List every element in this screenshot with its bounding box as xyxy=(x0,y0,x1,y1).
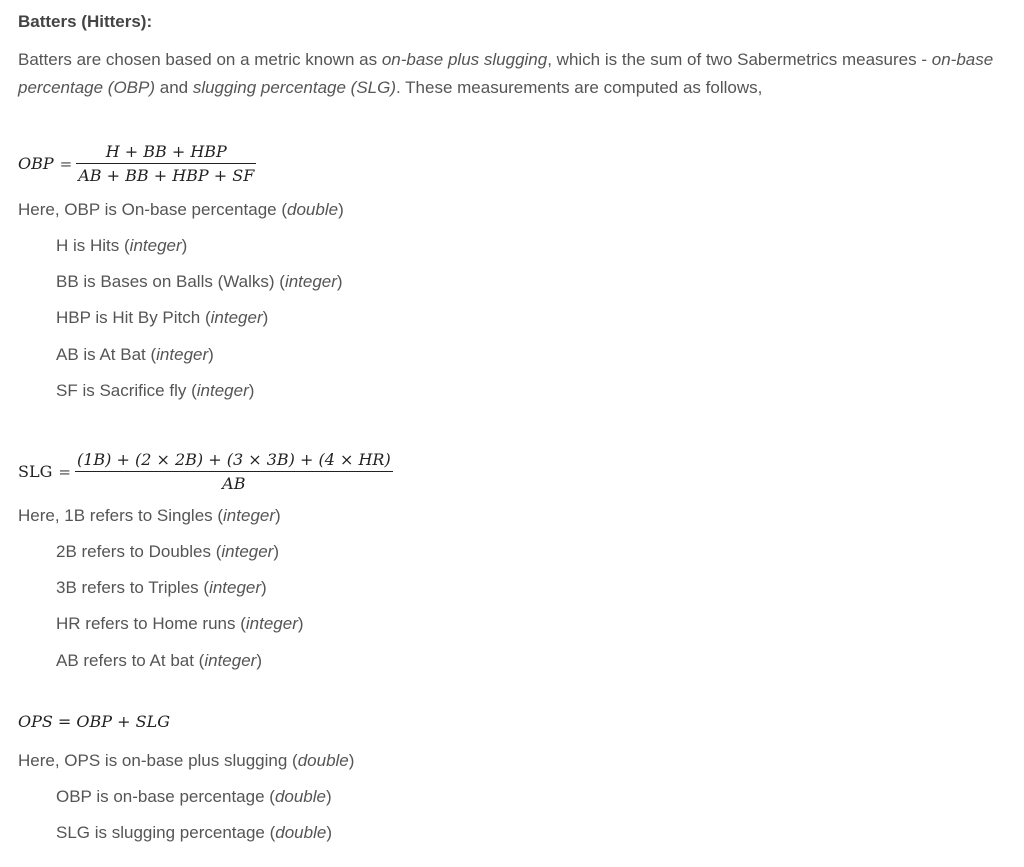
obp-formula-lhs: OBP xyxy=(18,154,54,173)
ops-def-0: Here, OPS is on-base plus slugging (double) xyxy=(18,751,355,770)
obp-def-0: Here, OBP is On-base percentage (double) xyxy=(18,200,344,219)
intro-text-1: Batters are chosen based on a metric known as xyxy=(18,50,382,69)
obp-numerator: H + BB + HBP xyxy=(105,142,227,161)
slg-def-3: HR refers to Home runs (integer) xyxy=(56,614,304,633)
slg-term: slugging percentage (SLG) xyxy=(192,78,397,97)
ops-term: on-base plus slugging xyxy=(381,50,548,69)
slg-def-0: Here, 1B refers to Singles (integer) xyxy=(18,506,281,525)
intro-text-3: and xyxy=(155,78,193,97)
obp-def-2: BB is Bases on Balls (Walks) (integer) xyxy=(56,272,343,291)
slg-formula xyxy=(18,450,393,493)
obp-formula xyxy=(18,142,256,185)
slg-def-4: AB refers to At bat (integer) xyxy=(56,651,262,670)
obp-def-1: H is Hits (integer) xyxy=(56,236,188,255)
slg-formula-equals: = xyxy=(58,462,71,481)
obp-def-5: SF is Sacrifice fly (integer) xyxy=(56,381,255,400)
obp-fraction-bar xyxy=(76,163,256,164)
ops-formula: OPS = OBP + SLG xyxy=(18,712,171,731)
slg-formula-lhs: SLG xyxy=(18,462,53,481)
ops-def-2: SLG is slugging percentage (double) xyxy=(56,823,332,842)
obp-def-4: AB is At Bat (integer) xyxy=(56,345,214,364)
obp-term: on-base percentage (OBP) xyxy=(18,50,994,97)
obp-denominator: AB + BB + HBP + SF xyxy=(78,166,255,185)
slg-fraction-bar xyxy=(75,471,393,472)
obp-formula-equals: = xyxy=(59,154,73,173)
slg-def-2: 3B refers to Triples (integer) xyxy=(56,578,267,597)
slg-fraction xyxy=(75,450,393,493)
slg-denominator: AB xyxy=(222,474,246,493)
intro-text-2: , which is the sum of two Sabermetrics measures - xyxy=(547,50,932,69)
obp-fraction xyxy=(76,142,256,185)
obp-def-3: HBP is Hit By Pitch (integer) xyxy=(56,308,269,327)
slg-numerator: (1B) + (2 × 2B) + (3 × 3B) + (4 × HR) xyxy=(76,450,391,469)
intro-paragraph xyxy=(18,46,1008,102)
ops-def-1: OBP is on-base percentage (double) xyxy=(56,787,332,806)
slg-def-1: 2B refers to Doubles (integer) xyxy=(56,542,280,561)
section-heading: Batters (Hitters): xyxy=(18,12,153,31)
intro-text-4: . These measurements are computed as follows, xyxy=(396,78,763,97)
